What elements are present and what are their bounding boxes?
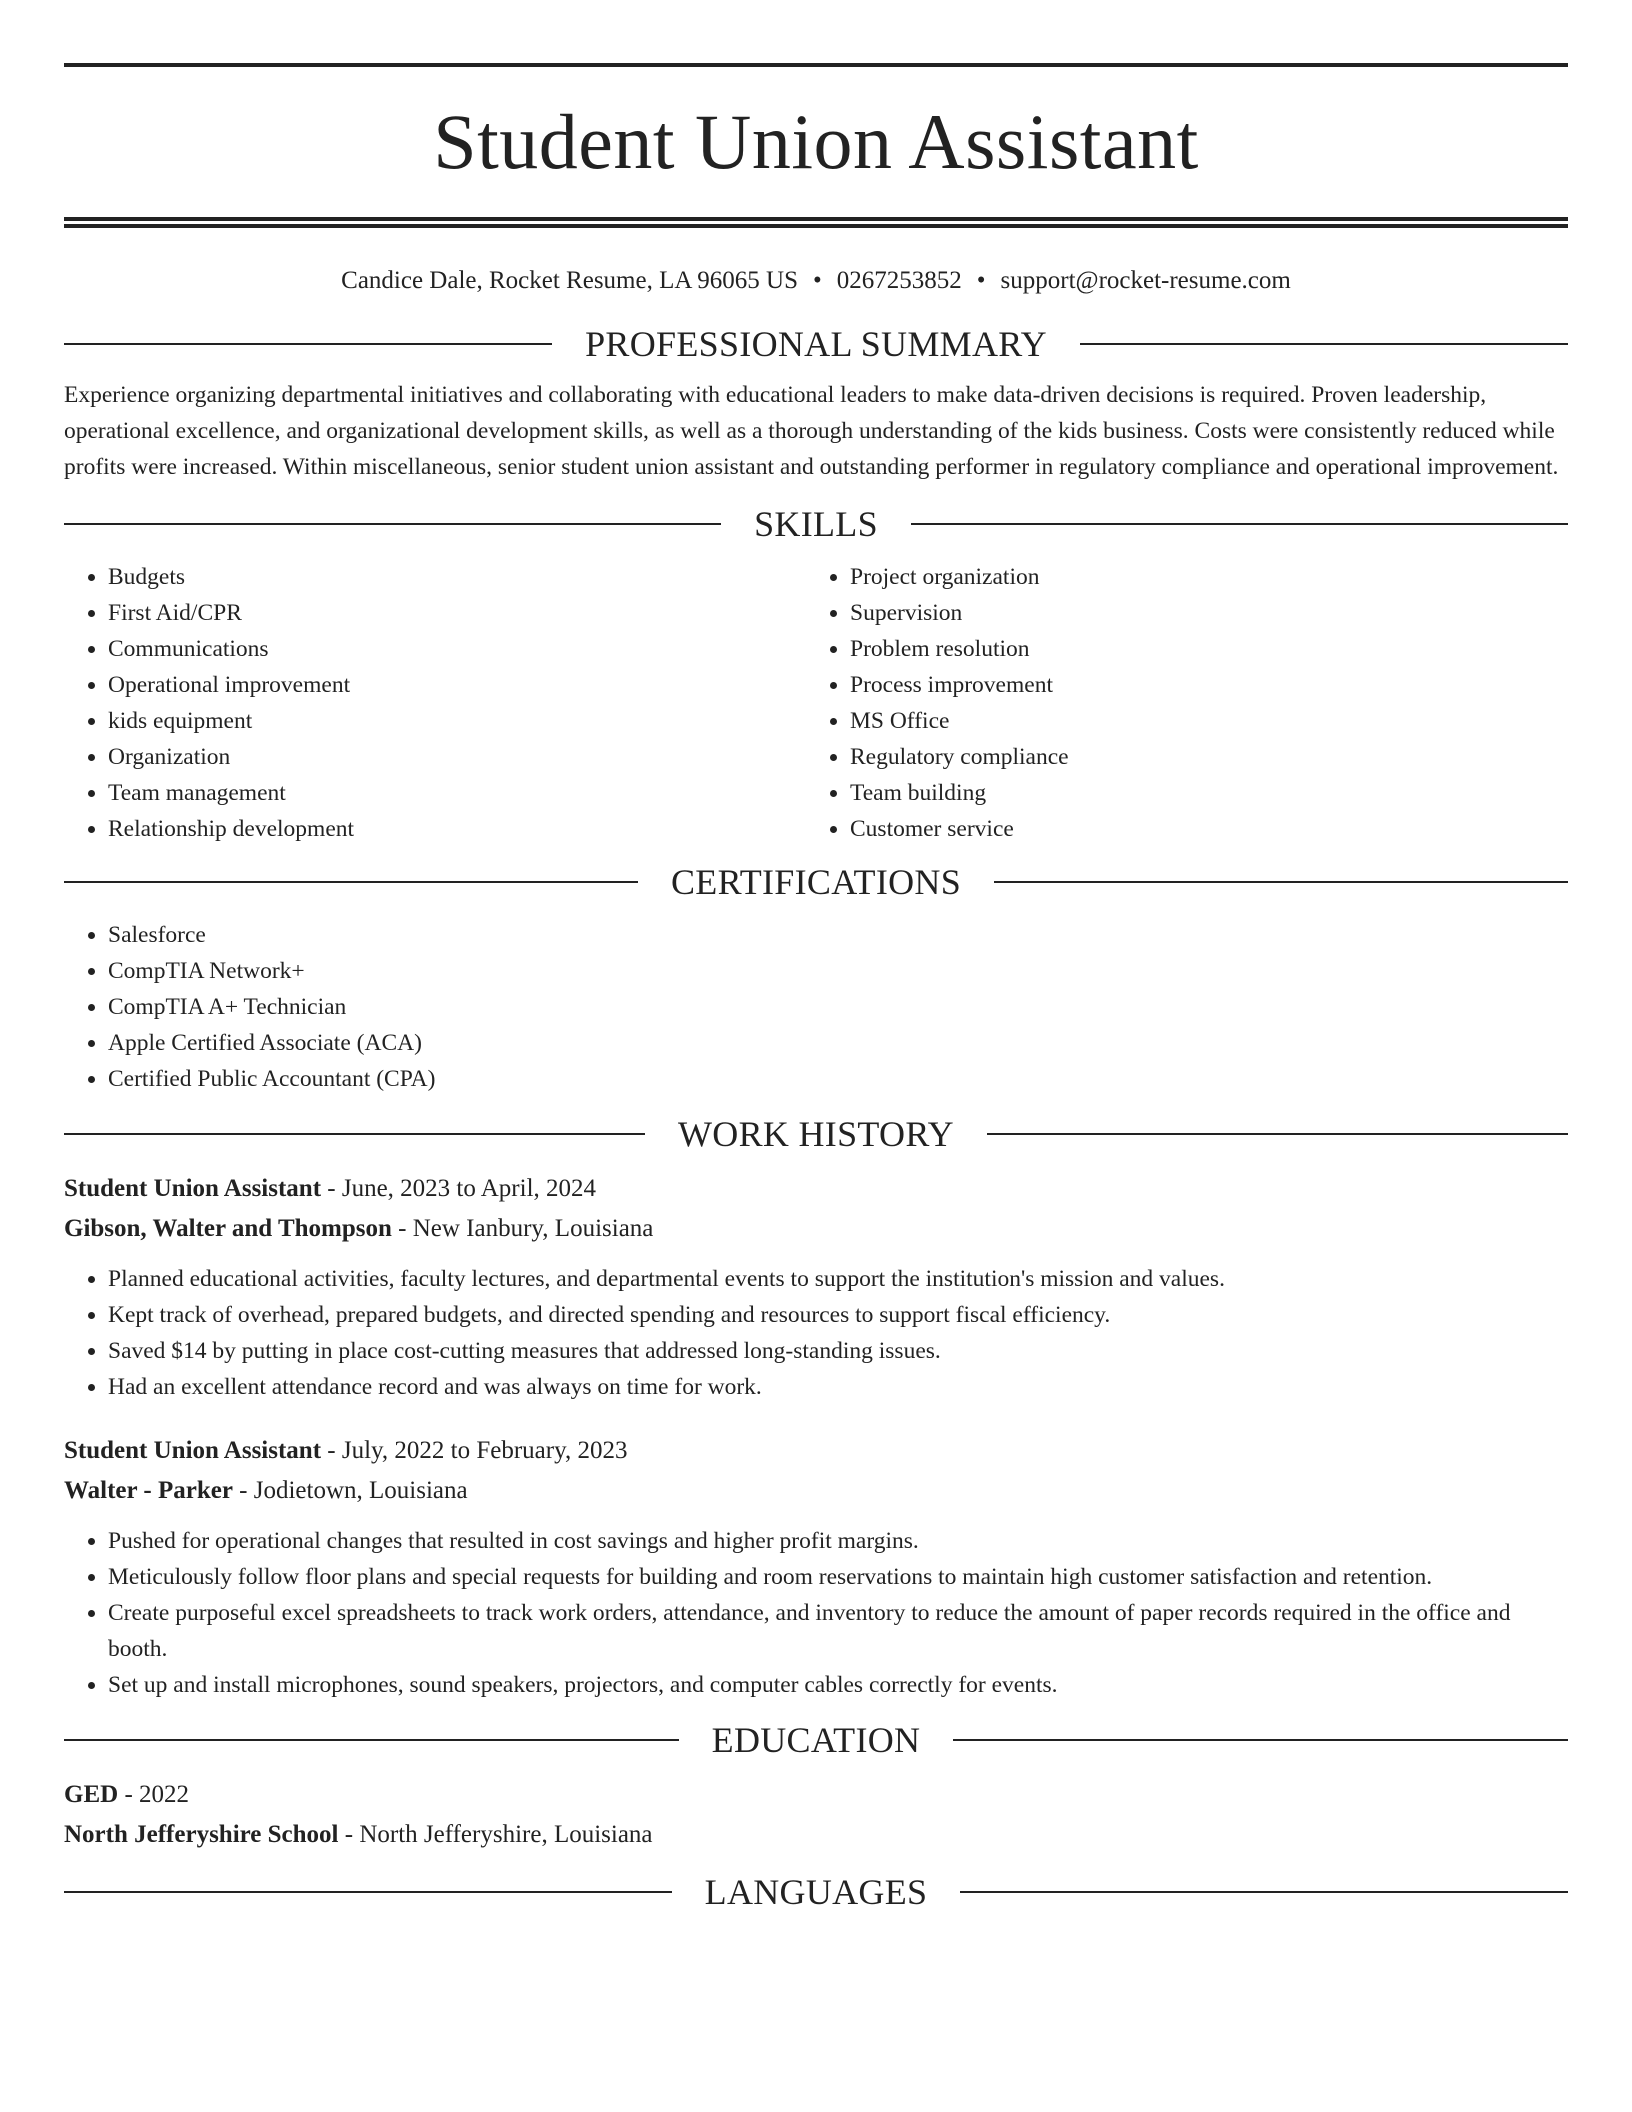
summary-text: Experience organizing departmental initiatives and collaborating with educational leaders to make data-driven decisions is required. Proven leadership, operational excellence, and organizational development skills, as well as a thorough understanding of the kids business. Costs were consistently reduced while profits were increased. Within miscellaneous, senior student union assistant and outstanding performer in regulatory compliance and operational improvement. <box>64 382 1559 480</box>
job-location: - Jodietown, Louisiana <box>232 1477 468 1504</box>
heading-rule <box>1080 343 1568 345</box>
skills-list-right <box>806 559 1548 847</box>
job-bullet: • Set up and install microphones, sound speakers, projectors, and computer cables correctly for events. <box>108 1667 1568 1703</box>
contact-separator: • <box>976 267 986 294</box>
skill-item: • Project organization <box>850 559 1548 595</box>
job-entry <box>64 1431 1568 1703</box>
heading-rule <box>64 343 552 345</box>
skill-item: • MS Office <box>850 703 1548 739</box>
education-degree: GED <box>64 1781 119 1808</box>
skill-item: • Problem resolution <box>850 631 1548 667</box>
education-heading <box>64 1717 1568 1763</box>
skills-columns <box>64 559 1568 847</box>
job-title-line <box>64 1169 1568 1209</box>
contact-phone: 0267253852 <box>836 267 962 294</box>
job-bullets <box>64 1523 1568 1703</box>
skill-item: • Communications <box>108 631 806 667</box>
job-company: Walter - Parker <box>64 1477 233 1504</box>
summary-heading-label: PROFESSIONAL SUMMARY <box>585 324 1047 364</box>
job-title: Student Union Assistant <box>64 1437 322 1464</box>
languages-heading <box>64 1869 1568 1915</box>
heading-rule <box>960 1891 1568 1893</box>
certification-item: • Certified Public Accountant (CPA) <box>108 1061 1568 1097</box>
contact-email: support@rocket-resume.com <box>1000 267 1291 294</box>
contact-address: Candice Dale, Rocket Resume, LA 96065 US <box>341 267 799 294</box>
education-location: - North Jefferyshire, Louisiana <box>338 1821 653 1848</box>
job-title: Student Union Assistant <box>64 1175 322 1202</box>
top-rule <box>64 63 1568 67</box>
education-school: North Jefferyshire School <box>64 1821 339 1848</box>
certifications-list <box>64 917 1568 1097</box>
summary-heading <box>64 321 1568 367</box>
education-heading-label: EDUCATION <box>711 1720 921 1760</box>
work-heading-label: WORK HISTORY <box>678 1114 954 1154</box>
contact-separator: • <box>813 267 822 294</box>
skill-item: • Supervision <box>850 595 1548 631</box>
heading-rule <box>911 523 1568 525</box>
page-title: Student Union Assistant <box>433 98 1199 185</box>
job-dates: - June, 2023 to April, 2024 <box>321 1175 597 1202</box>
skills-list-left <box>64 559 806 847</box>
heading-rule <box>987 1133 1568 1135</box>
contact-line <box>64 266 1568 296</box>
job-bullet: • Planned educational activities, faculty lectures, and departmental events to support the institution's mission and values. <box>108 1261 1568 1297</box>
education-degree-line <box>64 1775 1568 1815</box>
skill-item: • Budgets <box>108 559 806 595</box>
skill-item: • Operational improvement <box>108 667 806 703</box>
job-company-line <box>64 1209 1568 1249</box>
skills-heading <box>64 501 1568 547</box>
job-bullet: • Kept track of overhead, prepared budgets, and directed spending and resources to support fiscal efficiency. <box>108 1297 1568 1333</box>
certification-item: • Salesforce <box>108 917 1568 953</box>
resume-page <box>64 63 1568 1915</box>
heading-rule <box>64 1891 672 1893</box>
work-heading <box>64 1111 1568 1157</box>
skill-item: • Process improvement <box>850 667 1548 703</box>
double-rule <box>64 217 1568 228</box>
heading-rule <box>64 881 638 883</box>
certification-item: • Apple Certified Associate (ACA) <box>108 1025 1568 1061</box>
heading-rule <box>64 523 721 525</box>
skills-heading-label: SKILLS <box>754 504 878 544</box>
skill-item: • Team management <box>108 775 806 811</box>
job-bullets <box>64 1261 1568 1405</box>
certification-item: • CompTIA A+ Technician <box>108 989 1568 1025</box>
certifications-heading <box>64 859 1568 905</box>
job-bullet: • Meticulously follow floor plans and special requests for building and room reservations to maintain high customer satisfaction and retention. <box>108 1559 1568 1595</box>
education-school-line <box>64 1815 1568 1855</box>
skill-item: • kids equipment <box>108 703 806 739</box>
certification-item: • CompTIA Network+ <box>108 953 1568 989</box>
heading-rule <box>64 1739 679 1741</box>
job-company-line <box>64 1471 1568 1511</box>
job-bullet: • Create purposeful excel spreadsheets to track work orders, attendance, and inventory to reduce the amount of paper records required in the office and booth. <box>108 1595 1568 1667</box>
skill-item: • Organization <box>108 739 806 775</box>
certifications-heading-label: CERTIFICATIONS <box>670 862 962 902</box>
job-entry <box>64 1169 1568 1405</box>
job-location: - New Ianbury, Louisiana <box>391 1215 654 1242</box>
job-dates: - July, 2022 to February, 2023 <box>321 1437 628 1464</box>
skill-item: • Regulatory compliance <box>850 739 1548 775</box>
heading-rule <box>64 1133 645 1135</box>
job-company: Gibson, Walter and Thompson <box>64 1215 392 1242</box>
heading-rule <box>953 1739 1568 1741</box>
job-bullet: • Pushed for operational changes that resulted in cost savings and higher profit margins. <box>108 1523 1568 1559</box>
skill-item: • Customer service <box>850 811 1548 847</box>
education-year: - 2022 <box>118 1781 190 1808</box>
heading-rule <box>994 881 1568 883</box>
education-entry <box>64 1775 1568 1855</box>
job-bullet: • Saved $14 by putting in place cost-cutting measures that addressed long-standing issues. <box>108 1333 1568 1369</box>
skill-item: • Relationship development <box>108 811 806 847</box>
languages-heading-label: LANGUAGES <box>704 1872 928 1912</box>
skill-item: • Team building <box>850 775 1548 811</box>
skill-item: • First Aid/CPR <box>108 595 806 631</box>
job-title-line <box>64 1431 1568 1471</box>
job-bullet: • Had an excellent attendance record and was always on time for work. <box>108 1369 1568 1405</box>
